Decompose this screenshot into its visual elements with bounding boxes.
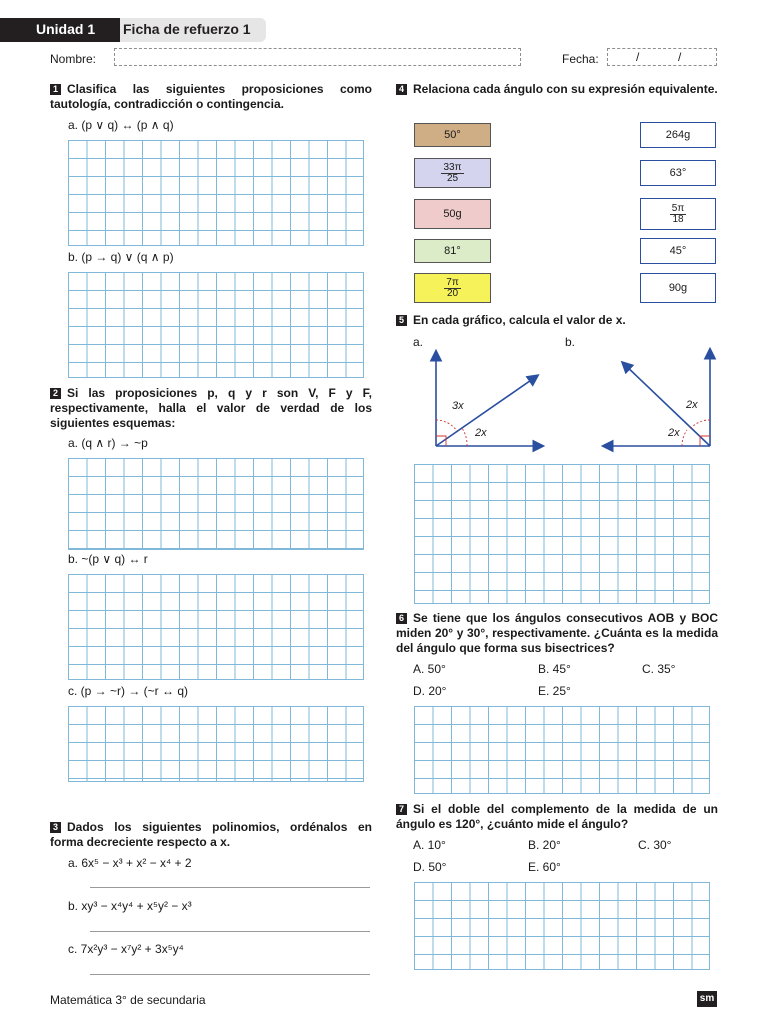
- angle-box-right-2[interactable]: [640, 160, 716, 186]
- angle-figure-b: [604, 350, 710, 446]
- name-field[interactable]: [114, 48, 521, 66]
- fraction-numerator: 7π: [446, 276, 459, 288]
- exercise-6-option-e[interactable]: E. 25°: [538, 684, 571, 698]
- answer-grid-2b[interactable]: [68, 574, 364, 680]
- figure-a-angle-bottom: 2x: [475, 427, 487, 439]
- exercise-6-prompt: [396, 611, 718, 656]
- figure-b-label: b.: [565, 335, 576, 349]
- figure-b-angle-top: 2x: [686, 399, 698, 411]
- angle-box-left-3-text: 50g: [443, 208, 462, 220]
- unit-label: Unidad 1: [36, 21, 96, 37]
- answer-line-3a[interactable]: [90, 887, 370, 888]
- exercise-2c-label: c. (p → ~r) → (~r ↔ q): [68, 684, 189, 698]
- fraction-numerator: 5π: [671, 202, 685, 214]
- exercise-4-number: 4: [396, 84, 407, 95]
- exercise-1a-label: a. (p ∨ q) ↔ (p ∧ q): [68, 118, 174, 132]
- angle-box-left-5[interactable]: [414, 273, 491, 303]
- fraction: [444, 278, 460, 299]
- exercise-7-text: Si el doble del complemento de la medida de un ángulo es 120°, ¿cuánto mide el ángulo?: [396, 802, 718, 831]
- exercise-3-number: 3: [50, 822, 61, 833]
- exercise-5-number: 5: [396, 315, 407, 326]
- exercise-1-text: Clasifica las siguientes proposiciones como tautología, contradicción o contingencia.: [50, 82, 372, 111]
- name-label: Nombre:: [50, 52, 97, 66]
- date-field[interactable]: [607, 48, 717, 66]
- answer-grid-6[interactable]: [414, 706, 710, 794]
- exercise-2a-label: a. (q ∧ r) → ~p: [68, 436, 148, 450]
- exercise-2-text: Si las proposiciones p, q y r son V, F y F, respectivamente, halla el valor de verdad de los siguientes esquemas:: [50, 386, 372, 430]
- exercise-6-option-c[interactable]: C. 35°: [642, 662, 676, 676]
- angle-box-right-3[interactable]: [640, 198, 716, 230]
- publisher-logo: sm: [697, 991, 717, 1007]
- angle-box-right-5-text: 90g: [668, 282, 688, 294]
- exercise-2-number: 2: [50, 388, 61, 399]
- answer-line-3b[interactable]: [90, 931, 370, 932]
- exercise-6-text: Se tiene que los ángulos consecutivos AOB y BOC miden 20° y 30°, respectivamente. ¿Cuánta es la medida del ángulo que forma sus bisectrices?: [396, 611, 718, 655]
- exercise-7-option-c[interactable]: C. 30°: [638, 838, 672, 852]
- exercise-7-option-b[interactable]: B. 20°: [528, 838, 561, 852]
- date-label: Fecha:: [562, 52, 599, 66]
- angle-box-left-2[interactable]: [414, 158, 491, 188]
- exercise-6-option-a[interactable]: A. 50°: [413, 662, 446, 676]
- exercise-7-option-a[interactable]: A. 10°: [413, 838, 446, 852]
- exercise-3a-label: a. 6x⁵ − x³ + x² − x⁴ + 2: [68, 856, 192, 870]
- figure-a-angle-top: 3x: [452, 400, 464, 412]
- exercise-6-number: 6: [396, 613, 407, 624]
- angle-box-right-4-text: 45°: [669, 245, 687, 257]
- fraction-denominator: 25: [446, 172, 459, 184]
- exercise-7-number: 7: [396, 804, 407, 815]
- answer-grid-2c[interactable]: [68, 706, 364, 782]
- exercise-6-option-b[interactable]: B. 45°: [538, 662, 571, 676]
- figure-a-label: a.: [413, 335, 424, 349]
- angle-figure-a: [436, 352, 542, 446]
- angle-box-right-2-text: 63°: [669, 167, 687, 179]
- exercise-6-option-d[interactable]: D. 20°: [413, 684, 447, 698]
- answer-grid-7[interactable]: [414, 882, 710, 970]
- angle-box-left-4[interactable]: [414, 239, 491, 263]
- footer-text: Matemática 3° de secundaria: [50, 993, 206, 1007]
- angle-box-left-1-text: 50°: [444, 129, 461, 141]
- exercise-3-prompt: [50, 820, 372, 850]
- exercise-7-prompt: [396, 802, 718, 832]
- angle-box-right-1-text: 264g: [665, 129, 691, 141]
- fraction-denominator: 20: [446, 287, 459, 299]
- fraction: [670, 204, 686, 225]
- answer-grid-1a[interactable]: [68, 140, 364, 246]
- exercise-4-text: Relaciona cada ángulo con su expresión equivalente.: [413, 82, 718, 96]
- exercise-1-prompt: [50, 82, 372, 112]
- angle-box-left-4-text: 81°: [444, 245, 461, 257]
- date-separator: /: [636, 50, 640, 64]
- date-separator: /: [678, 50, 682, 64]
- exercise-5-text: En cada gráfico, calcula el valor de x.: [413, 313, 626, 327]
- angle-box-right-4[interactable]: [640, 238, 716, 264]
- exercise-5-prompt: [396, 313, 718, 328]
- exercise-3c-label: c. 7x²y³ − x⁷y² + 3x⁵y⁴: [68, 942, 184, 956]
- exercise-7-option-e[interactable]: E. 60°: [528, 860, 561, 874]
- fraction: [441, 163, 463, 184]
- exercise-3b-label: b. xy³ − x⁴y⁴ + x⁵y² − x³: [68, 899, 192, 913]
- fraction-numerator: 33π: [443, 161, 462, 173]
- fraction-denominator: 18: [672, 213, 684, 225]
- angle-box-left-3[interactable]: [414, 199, 491, 229]
- angle-box-right-5[interactable]: [640, 273, 716, 303]
- figure-b-angle-bottom: 2x: [668, 427, 680, 439]
- exercise-1b-label: b. (p → q) ∨ (q ∧ p): [68, 250, 174, 264]
- answer-grid-2a[interactable]: [68, 458, 364, 550]
- answer-grid-1b[interactable]: [68, 272, 364, 378]
- exercise-7-option-d[interactable]: D. 50°: [413, 860, 447, 874]
- exercise-3-text: Dados los siguientes polinomios, ordénalos en forma decreciente respecto a x.: [50, 820, 372, 849]
- answer-grid-5[interactable]: [414, 464, 710, 604]
- angle-box-right-1[interactable]: [640, 122, 716, 148]
- exercise-2-prompt: [50, 386, 372, 431]
- exercise-4-prompt: [396, 82, 718, 97]
- exercise-2b-label: b. ~(p ∨ q) ↔ r: [68, 552, 148, 566]
- angle-figures: [400, 340, 730, 460]
- worksheet-title: Ficha de refuerzo 1: [123, 21, 251, 37]
- answer-line-3c[interactable]: [90, 974, 370, 975]
- angle-box-left-1[interactable]: [414, 123, 491, 147]
- exercise-1-number: 1: [50, 84, 61, 95]
